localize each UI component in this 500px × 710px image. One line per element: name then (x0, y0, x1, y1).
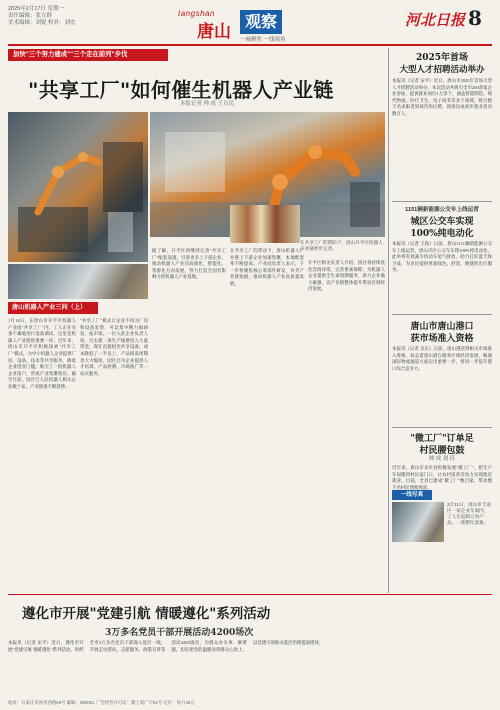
date-line: 2025年2月17日 星期一 (8, 6, 64, 12)
story4-headline-2: 村民腰包鼓 (419, 446, 465, 456)
factory-photo (230, 205, 300, 243)
photo-caption-2: 在共享工厂的帮助下，唐山开平区机器人产业链逐步完善。 (300, 240, 383, 251)
paper-name: 河北日报 (405, 11, 466, 29)
story1-text: 本报讯（记者 宋平）近日，唐山市2025年首场大型人才招聘活动举办。本次活动共吸引全市200余家企业参加，提供就业岗位1万余个，涵盖智能制造、现代物流、医疗卫生、电子商务等多个领域，吸引数千名求职者到场咨询应聘，现场达成初步就业意向数百人。 (392, 78, 492, 116)
robot-photo-3 (8, 264, 148, 299)
masthead-slogan: 一城聚焦 一线视角 (240, 37, 286, 43)
main-byline: 本报记者 帅 成 王育民 (180, 101, 235, 107)
main-col-3: 据了解，开平区将继续完善"共享工厂"配套设施，引进更多上下游企业，推动机器人产业向高端化、智能化、集群化方向发展，努力打造全国有影响力的机器人产业基地。 (152, 248, 226, 280)
right-rule-2 (392, 314, 492, 315)
theme-banner-text: 加快"三个努力建成""三个走在前列"步伐 (13, 51, 128, 58)
main-col-4: 在共享工厂的带动下，唐山机器人产业链上下游企业加速集聚，本地配套率不断提高。产业园负责人表示，下一步将聚焦核心零部件研发，补齐产业链短板，推动机器人产业高质量发展。 (230, 248, 304, 286)
guancha-block (240, 10, 282, 34)
main-col-2: "共享工厂"模式让企业不再为厂房和设备发愁，可以集中精力搞研发、拓市场。一位入驻企业负责人说，过去建一条生产线要投入大量资金，现在直接租用共享设备，成本降低了一半以上，产品研发周期也大大缩短。园区还为企业提供人才培训、产品检测、市场推广等一站式服务。 (80, 318, 148, 376)
main-col-5: 开平区相关负责人介绍，园区将持续优化营商环境，完善要素保障，为机器人企业提供全生命周期服务，助力企业做大做强，以产业链整体提升带动区域经济发展。 (308, 260, 385, 292)
guancha-title: 观察 (244, 12, 277, 31)
story3-headline-2: 获市场准入资格 (410, 334, 474, 344)
story4-headline-1: "微工厂"订单足 (410, 434, 474, 444)
bottom-headline: 遵化市开展"党建引航 情暖遵化"系列活动 (22, 606, 271, 622)
page-footer: 地址：石家庄市裕华西路66号 邮编：050051 广告经营许可证：冀工商广字01号 定价：每月45元 (8, 700, 195, 705)
story2-text: 本报讯（记者 王海）日前，唐山1151辆新能源公交车上线运营，唐山市区公交车实现100%纯电动化。此举将有效减少机动车尾气排放，助力打好蓝天保卫战，为市民提供更加绿色、舒适、便捷的出行服务。 (392, 241, 492, 273)
tangshan-pinyin: tangshan (178, 9, 215, 18)
main-headline: "共享工厂"如何催生机器人产业链 (28, 78, 334, 102)
story1-subhead: 大型人才招聘活动举办 (399, 65, 485, 75)
proof-line: 美术编辑：刘锐 校对：刘宏 (8, 20, 76, 26)
masthead-rule (8, 44, 492, 46)
bottom-subhead: 3万多名党员干部开展活动4200场次 (105, 628, 254, 638)
bottom-text: 本报讯（记者 宋平）近日，遵化市开展"党建引航 情暖遵化"系列活动，组织全市3万多名党员干部深入基层一线，开展走访慰问、志愿服务、政策宣讲等活动4200场次，为群众办实事、解难题，切实把党的温暖送到群众心坎上，以党建引领推动基层治理提质增效。 (8, 640, 324, 652)
theme-banner (8, 49, 168, 61)
series-subhead (8, 302, 98, 314)
editor-line: 责任编辑：张立群 (8, 13, 53, 19)
robot-photo-1 (8, 112, 148, 262)
factory-photo-2 (392, 502, 444, 542)
story3-headline-1: 唐山市唐山港口 (410, 322, 474, 332)
photo-section-caption: 2月11日，唐山市丰南区一家企业车间内，工人在赶制订单产品，一派繁忙景象。 (447, 502, 492, 525)
tangshan-title: 唐山 (197, 22, 231, 42)
column-divider (388, 48, 389, 593)
story1-headline: 2025年首场 (415, 53, 469, 63)
bottom-top-rule (8, 594, 492, 595)
story2-headline-2: 100%纯电动化 (410, 229, 474, 239)
story2-headline-1: 城区公交车实现 (410, 217, 474, 227)
main-col-1: 1月14日，在唐山市开平区机器人产业园"共享工厂"内，工人正在有条不紊地进行设备调试。这里是机器人产业链的重要一环。近年来，唐山市开平区积极探索"共享工厂"模式，为中小机器人企业提供厂房、设备、技术等共享服务，降低企业创业门槛，吸引了一批机器人企业落户，形成产业集聚效应。截至目前，园区已入驻机器人相关企业数十家，产业链条不断延伸。 (8, 318, 76, 389)
series-subhead-text: 唐山机器人产业三问（上） (12, 304, 87, 311)
right-rule-1 (392, 201, 492, 202)
right-rule-3 (392, 427, 492, 428)
story2-kicker: 1151辆新能源公交车上线运营 (405, 207, 479, 213)
story4-text: 近年来，唐山市乐亭县积极发展"微工厂"，把生产车间搬到村民家门口，让农村富余劳动力实现就近就业。目前，全县已建成"微工厂"数百家，带动数千名村民增收致富。 (392, 465, 492, 490)
story4-byline: 帅 成 刘 佳 (428, 456, 456, 462)
page-number: 8 (468, 6, 482, 30)
story3-text: 本报讯（记者 吴东）日前，唐山港获得相关市场准入资格，标志着唐山港在服务区域经济发展、畅通国际物流通道方面迈出重要一步，将进一步提升港口综合竞争力。 (392, 346, 492, 371)
photo-section-label: 一线写真 (400, 492, 424, 498)
photo-section-tag (392, 490, 432, 500)
